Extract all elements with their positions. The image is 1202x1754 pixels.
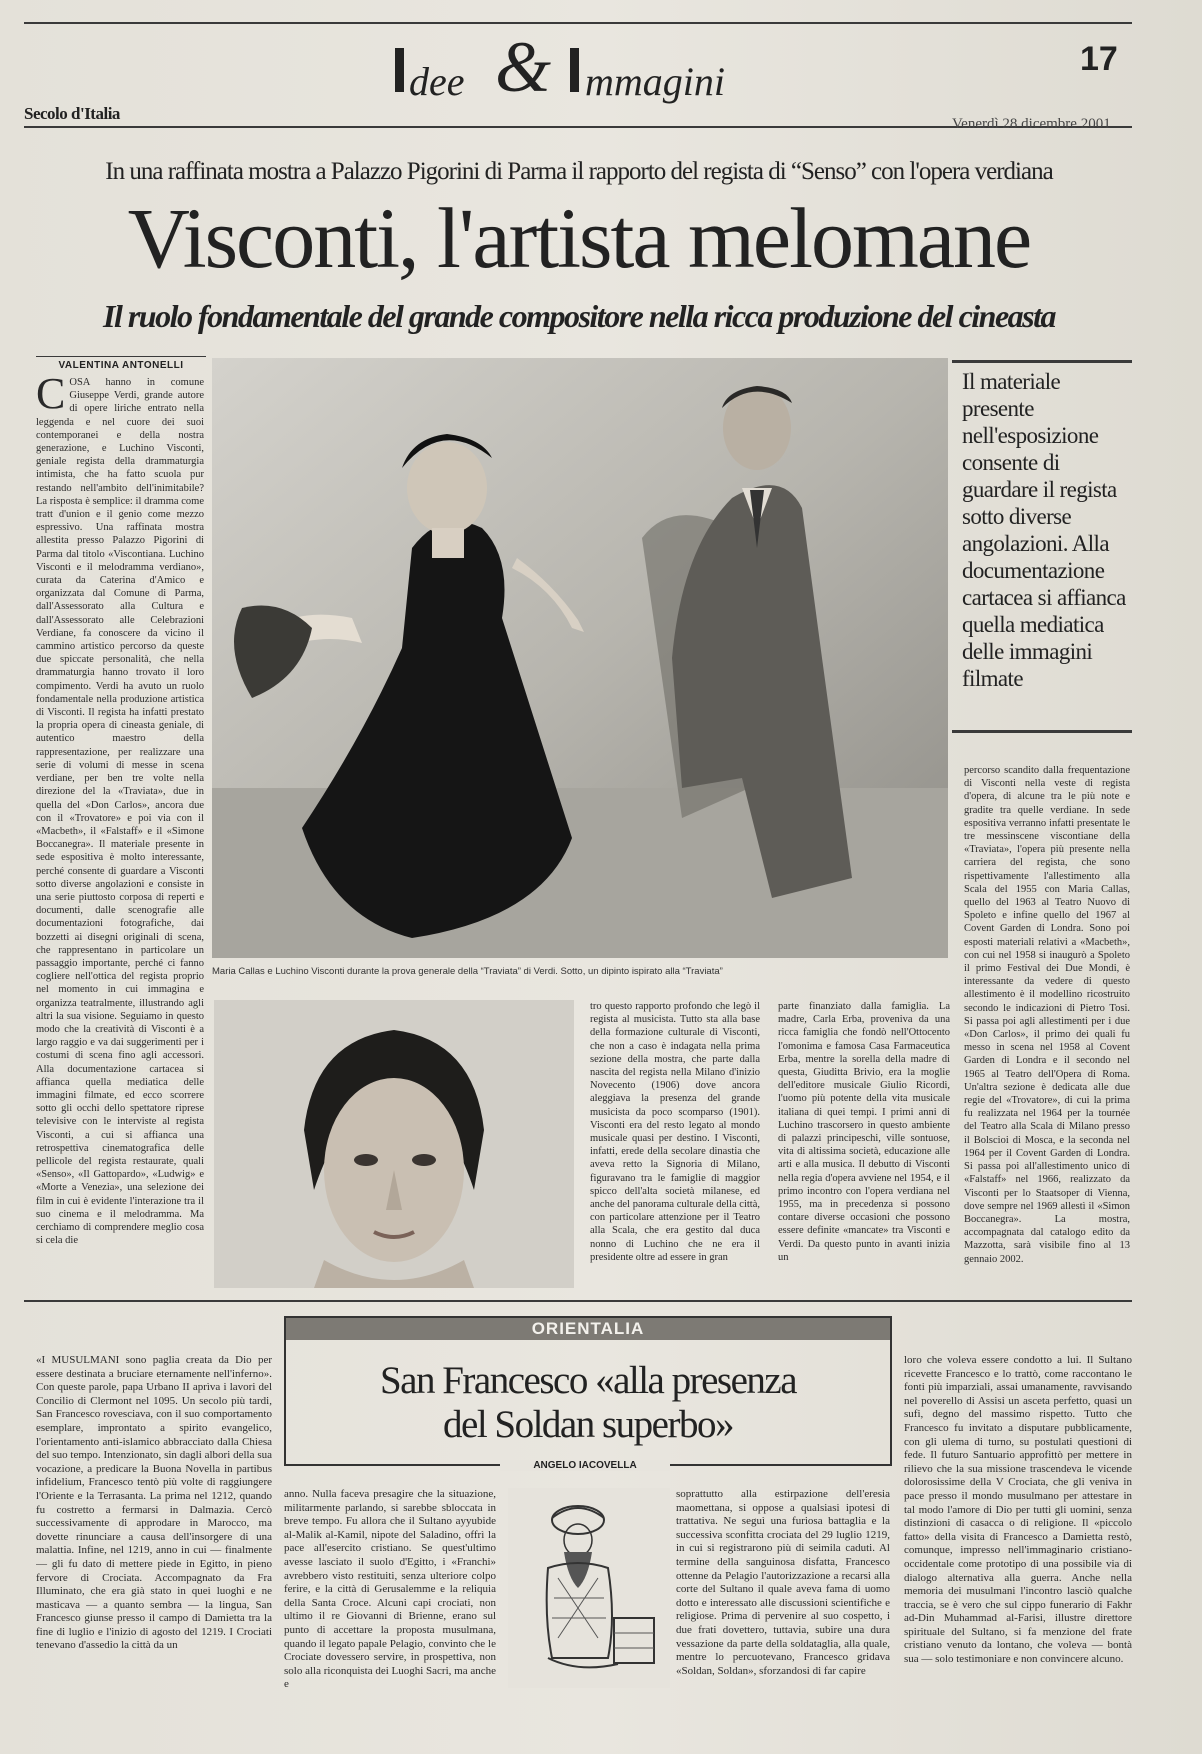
photo-caption: Maria Callas e Luchino Visconti durante la prova generale della “Traviata” di Verdi. Sotto, un dipinto ispirato alla “Traviata”: [212, 966, 723, 977]
column-1-text: OSA hanno in comune Giuseppe Verdi, grande autore di opere liriche entrato nella leggenda e nel cuore dei suoi contemporanei e della nostra generazione, e Luchino Visconti, geniale regista della drammaturgia intimista, che ha fatto scuola pur restando nell'ambito dell'inimitabile? La risposta è semplice: il dramma come tratt d'union e il genio come mezzo espressivo. Una raffinata mostra allestita presso Palazzo Pigorini di Parma dal titolo «Viscontiana. Luchino Visconti e il melodramma verdiano», curata da Caterina d'Amico e organizzata dal Comune di Parma, dall'Assessorato alla Cultura e dall'Assessorato alle Celebrazioni Verdiane, fa conoscere da vicino il cammino artistico percorso da queste due spiccate personalità, che nella drammaturgia hanno trovato il loro compimento. Verdi ha avuto un ruolo fondamentale nella produzione artistica di Visconti. Il regista ha infatti prestato la propria opera di cineasta geniale, di autentico maestro della rappresentazione, per realizzare una serie di volumi di messe in scena verdiane, per ben tre volte nella direzione del la «Traviata», due in quella del «Don Carlos», ancora due con il «Trovatore» e poi via con il «Macbeth», il «Falstaff» e il «Simone Boccanegra». Il materiale presente in sede espositiva è molto interessante, perché consente di guardare a Visconti sotto diverse angolazioni e consiste in una serie piuttosto corposa di reperti e documenti, dalle scenografie alle documentazioni fotografiche, dai bozzetti ai disegni originali di scena, che rappresentano in particolare un passaggio importante, perché ci fanno cogliere nell'ottica del regista proprio nel momento in cui immagina e organizza teatralmente, illustrando agli altri la sua visione. Seguiamo in questo modo che la creatività di Visconti è a largo raggio e va dai suggerimenti per i costumi di scena fino agli accessori. Alla documentazione cartacea si affianca quella mediatica delle immagini filmate, ed ecco scorrere sotto gli occhi dello spettatore riprese televisive con le interviste al regista Visconti, a cui si affianca una retrospettiva cinematografica delle pellicole del regista restaurate, quali «Senso», «Il Gattopardo», «Ludwig» e «Morte a Venezia», una selezione dei film in cui è evidente l'interazione tra il suo cinema e il melodramma. Ma cerchiamo di comprendere meglio cosa si cela die: [36, 377, 204, 1247]
byline-rule: [36, 356, 206, 357]
pullquote: Il materiale presente nell'esposizione consente di guardare il regista sotto diverse angolazioni. Alla documentazione cartacea si affianca quella mediatica delle immagini filmate: [962, 369, 1126, 691]
second-column-2-text: anno. Nulla faceva presagire che la situazione, militarmente parlando, si sarebbe sbloccata in breve tempo. Fu allora che il Sultano ayyubide al-Malik al-Kamil, nipote del Saladino, offrì la pace all'esercito cristiano. Se quest'ultimo avesse lasciato il suolo d'Egitto, i «Franchi» avrebbero visto restituiti, senza ulteriore colpo ferire, e la città di Gerusalemme e la reliquia della Santa Croce. Alcuni capi crociati, non ultimo il re Giovanni di Brienne, erano sul punto di accettare la proposta musulmana, quando il legato papale Pelagio, convinto che le Crociate dovessero servire, in prospettiva, non solo alla riconquista dei Luoghi Sacri, ma anche e: [284, 1488, 496, 1691]
second-column-1: [36, 1354, 272, 1746]
article-column-mid-2: [778, 1000, 950, 1284]
section-i-bar-2: [570, 48, 579, 92]
header-top-rule: [24, 22, 1132, 24]
portrait-illustration: [214, 1000, 574, 1288]
second-column-2: [284, 1488, 496, 1746]
orientalia-rubric-text: ORIENTALIA: [531, 1319, 645, 1338]
article-subheadline: Il ruolo fondamentale del grande compositore nella ricca produzione del cineasta: [103, 298, 1055, 334]
section-title-part1: dee: [409, 59, 465, 104]
callas-visconti-photo: [212, 358, 948, 958]
second-headline-line2: del Soldan superbo»: [443, 1403, 733, 1446]
second-headline-line1: San Francesco «alla presenza: [379, 1359, 797, 1402]
article-column-right: [964, 764, 1130, 1284]
section-header: [395, 27, 795, 108]
pullquote-bottom-rule: [952, 730, 1132, 733]
article-kicker: In una raffinata mostra a Palazzo Pigorini di Parma il rapporto del regista di “Senso” con l'opera verdiana: [105, 158, 1053, 185]
articles-separator: [24, 1300, 1132, 1302]
masthead: Secolo d'Italia: [24, 104, 120, 123]
pullquote-top-rule: [952, 360, 1132, 363]
section-title-part2: mmagini: [585, 59, 725, 104]
column-mid-2-text: parte finanziato dalla famiglia. La madre, Carla Erba, proveniva da una ricca famiglia che fondò nell'Ottocento l'omonima e famosa Casa Farmaceutica Erba, mentre la sorella della madre di questa, Giuditta Brivio, era la moglie dell'editore musicale Giulio Ricordi, l'uomo più potente della vita musicale italiana di quei tempi. I primi anni di Luchino trascorsero in questo ambiente di palazzi principeschi, ville sontuose, vita di altissima società, educazione alle arti e alla musica. Il debutto di Visconti nella regia d'opera avviene nel 1954, e il primo incontro con l'opera verdiana nel 1955, ma in precedenza si possono contare diverse occasioni che possono essere definite «mancate» tra Visconti e Verdi. Da questo punto in avanti inizia un: [778, 1001, 950, 1263]
section-i-bar: [395, 48, 404, 92]
portrait-photo: [214, 1000, 574, 1288]
second-column-4-text: loro che voleva essere condotto a lui. Il Sultano ricevette Francesco e lo trattò, come raccontano le fonti più imparziali, assai umanamente, ravvisando nel poverello di Assisi un asceta perfetto, quasi un sufi, degno del massimo rispetto. Tutto che Francesco fu invitato a disputare pubblicamente, con gli ulema di turno, su postulati questioni di fede. Il futuro Santuario approfittò per mettere in rilievo che la sua missione trascendeva le vicende dolorosissime della V Crociata, che gli veniva in pace presso il mondo musulmano per attestare in tal modo l'amore di Dio per tutti gli uomini, senza distinzioni di casacca o di religione. Il «piccolo fatto» della visita di Francesco a Damietta restò, comunque, impresso nell'immaginario cristiano-occidentale come prototipo di una possibile via di dialogo alternativa alla guerra. Anche nella memoria dei musulmani l'incontro lasciò qualche traccia, se è vero che sul cippo funerario di Fakhr ad-Din Muhammad al-Farisi, illustre direttore spirituale del Sultano, si fa menzione del frate cristiano venuto da lontano, che voleva — bontà sua — solo testimoniare e non convincere alcuno.: [904, 1354, 1132, 1666]
second-column-1-text: «I MUSULMANI sono paglia creata da Dio per essere destinata a bruciare eternamente nell'inferno». Con queste parole, papa Urbano II aprìva i lavori del Concilio di Clermont nel 1095. Un secolo più tardi, San Francesco rovesciava, con il suo comportamento esemplare, improntato a spirito evangelico, l'orientamento anti-islamico abbracciato dalla Chiesa del suo tempo. Intenzionato, sin dagli albori della sua vocazione, a predicare la Buona Novella in partibus infidelium, Francesco tentò più volte di raggiungere l'Oriente e la Terrasanta. La prima nel 1212, quando fu costretto a fermarsi in Dalmazia. Cercò successivamente di approdare in Marocco, ma dovette rinunciare a causa dell'insorgere di una malattia. Infine, nel 1219, anno in cui — finalmente — gli fu dato di mettere piede in Egitto, in pieno fervore di Crociata. Accompagnato da Fra Illuminato, che era già stato in quei luoghi e ne masticava — a quanto sembra — la lingua, San Francesco giunse presso il campo di Damietta tra la fine di luglio e l'inizio di agosto del 1219. I Crociati tenevano d'assedio la città da un: [36, 1354, 272, 1652]
photo-illustration: [212, 358, 948, 958]
dropcap: C: [36, 376, 66, 418]
article-column-1: [36, 376, 204, 1282]
article-byline: VALENTINA ANTONELLI: [58, 360, 184, 371]
saint-francis-engraving: [508, 1488, 670, 1688]
article-column-mid-1: [590, 1000, 760, 1284]
engraving-illustration: [508, 1488, 670, 1688]
orientalia-box: [284, 1316, 892, 1466]
column-mid-1-text: tro questo rapporto profondo che legò il regista al musicista. Tutto sta alla base della formazione culturale di Visconti, che non a caso è indagata nella prima sezione della mostra, che parte dalla nascita del regista nella Milano d'inizio Novecento (1906) dove ancora aleggiava la presenza del grande musicista da poco scomparso (1901). Visconti era del resto legato al mondo musicale quasi per destino. I Visconti, infatti, erede della secolare dinastia che aveva retto la Signoria di Milano, figuravano tra le famiglie di maggior spicco dell'alta società milanese, ed anche del panorama culturale della città, con particolare attenzione per il Teatro alla Scala, che era gestito dal duca nonno di Luchino che ne era il presidente oltre ad essere in gran: [590, 1001, 760, 1263]
issue-date: Venerdì 28 dicembre 2001: [952, 116, 1111, 132]
second-column-3: [676, 1488, 890, 1746]
second-column-4: [904, 1354, 1132, 1746]
column-right-text: percorso scandito dalla frequentazione di Visconti nella veste di regista d'opera, di alcune tra le più note e gradite tra quelle verdiane. In sede espositiva verranno infatti presentate le tre messinscene viscontiane della «Traviata», l'opera più presente nella carriera del regista, che sono rispettivamente l'allestimento alla Scala del 1955 con Maria Callas, quello del 1963 al Teatro Nuovo di Spoleto e infine quello del 1967 al Covent Garden di Londra. Sono poi esposti materiali relativi a «Macbeth», con cui nel 1958 si inaugurò a Spoleto il primo Festival dei Due Mondi, è interessante da vedere di questo allestimento è il modellino ricostruito secondo le indicazioni di Pietro Tosi. Si passa poi agli allestimenti per i due «Don Carlos», il primo dei quali fu messo in scena nel 1958 al Covent Garden di Londra e il secondo nel 1965 al Teatro dell'Opera di Roma. Un'altra sezione è dedicata alle due regie del «Trovatore», di cui la prima fu realizzata nel 1964 per la tournée del Teatro alla Scala di Milano presso il Bolscioi di Mosca, e la seconda nel 1964 per il Covent Garden di Londra. Si passa poi all'allestimento unico di «Falstaff» nel 1966, realizzato da Visconti per lo Staatsoper di Vienna, dove sempre nel 1969 allestì il «Simon Boccanegra». La mostra, accompagnata dal catalogo edito da Mazzotta, sarà visibile fino al 13 gennaio 2002.: [964, 765, 1130, 1265]
page-number: 17: [1080, 40, 1118, 78]
second-byline: ANGELO IACOVELLA: [500, 1460, 670, 1471]
article-headline: Visconti, l'artista melomane: [127, 190, 1031, 286]
orientalia-rubric: [286, 1318, 890, 1340]
second-column-3-text: soprattutto alla estirpazione dell'eresia maomettana, si oppose a qualsiasi ipotesi di trattativa. Ne seguì una furiosa battaglia e la successiva sconfitta crociata del 29 luglio 1219, in cui si registrarono più di seimila caduti. Al termine della sanguinosa disfatta, Francesco ottenne da Pelagio l'autorizzazione a recarsi alla corte del Sultano il quale aveva fama di uomo dotto e interessato alle discussioni scientifiche e religiose. Prima di pervenire al suo cospetto, i due frati dovettero, tuttavia, subire una dura vessazione da parte della soldataglia, alla quale, mentre lo percuotevano, Francesco gridava «Soldan, Soldan», sforzandosi di far capire: [676, 1488, 890, 1677]
section-ampersand: &: [495, 27, 552, 107]
